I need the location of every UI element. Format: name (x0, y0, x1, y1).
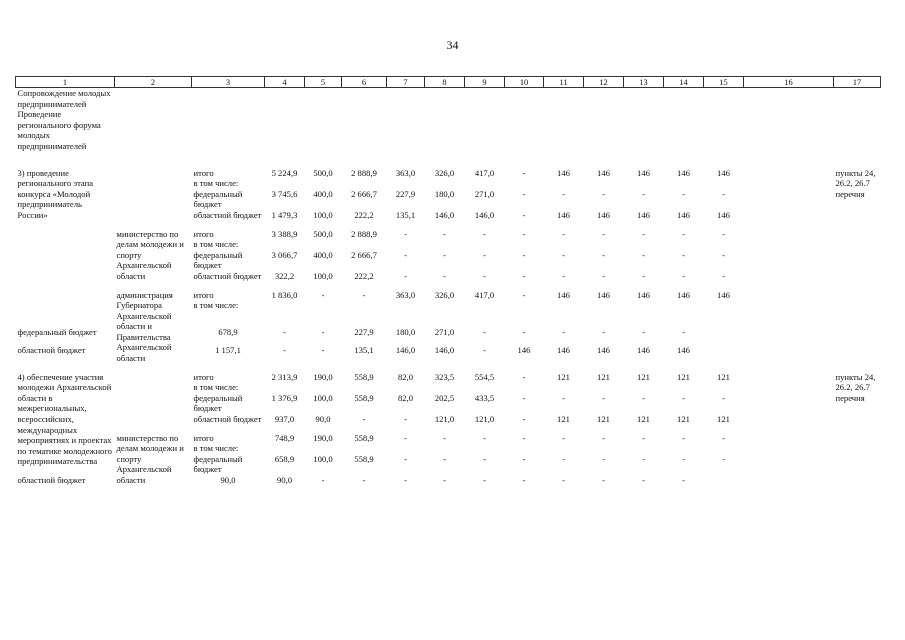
funding-label: областной бюджет (193, 209, 262, 220)
funding-source (16, 327, 115, 346)
value-cell-col-12: - (602, 270, 605, 281)
value-cell-col-9: 121,0 (474, 414, 495, 425)
value-cell-col-9: 554,5 (474, 371, 495, 382)
value-cell-col-12: - (602, 392, 605, 403)
value-cell-col-6: 2 666,7 (351, 188, 377, 199)
value-cell-col-16 (744, 454, 834, 475)
value-cell-col-14: - (682, 228, 685, 239)
value-cell-col-12: 121 (597, 371, 610, 382)
funding-source (192, 210, 265, 221)
column-number-3: 3 (192, 77, 265, 88)
value-cell-col-4: 3 745,6 (271, 188, 298, 199)
column-number-header (16, 77, 881, 88)
value-cell-col-4: 937,0 (274, 414, 295, 425)
value-cell-col-16 (744, 229, 834, 250)
value-cell-col-10: - (522, 270, 526, 281)
value-cell-col-12: - (602, 188, 605, 199)
value-cell-col-14: - (682, 188, 685, 199)
value-cell-col-12: - (602, 432, 605, 443)
funding-source (192, 433, 265, 454)
executor-name: министерство по делам молодежи и спорту Архангельской области (116, 432, 184, 485)
value-cell-col-5: 400,0 (313, 188, 333, 199)
value-cell-col-14: - (682, 270, 685, 281)
value-cell-col-16 (744, 168, 834, 189)
value-cell-col-10: - (522, 371, 526, 382)
column-number-4: 4 (265, 77, 305, 88)
value-cell-col-5: 400,0 (313, 249, 333, 260)
value-cell-col-12: - (602, 249, 605, 260)
value-cell-col-15: 121 (717, 371, 730, 382)
value-cell-col-10: - (522, 167, 526, 178)
value-cell-col-7: - (404, 432, 407, 443)
value-cell-col-9: 417,0 (474, 289, 495, 300)
value-cell-col-8: 326,0 (434, 289, 455, 300)
funding-label: федеральный бюджет (193, 188, 243, 210)
value-cell-col-6: - (362, 289, 366, 300)
executor-name: министерство по делам молодежи и спорту Архангельской области (116, 228, 184, 281)
value-cell-col-4: 1 157,1 (215, 345, 241, 356)
value-cell-col-14: 146 (637, 345, 650, 356)
value-cell-col-15: - (722, 270, 725, 281)
value-cell-col-7: - (404, 414, 407, 425)
intro-row (16, 88, 881, 152)
value-cell-col-7: 363,0 (395, 167, 416, 178)
spacer-row (16, 152, 881, 160)
column-number-13: 13 (624, 77, 664, 88)
value-cell-col-4: 322,2 (274, 270, 295, 281)
value-cell-col-7: 227,9 (354, 326, 374, 337)
value-cell-col-13: - (642, 453, 645, 464)
value-cell-col-12: - (602, 228, 605, 239)
column-number-10: 10 (505, 77, 544, 88)
value-cell-col-8: - (443, 432, 446, 443)
value-cell-col-16 (744, 414, 834, 425)
column-number-12: 12 (584, 77, 624, 88)
value-cell-col-16 (744, 271, 834, 282)
spacer-row (16, 364, 881, 372)
value-cell-col-15: - (722, 188, 725, 199)
value-cell-col-8: - (443, 270, 446, 281)
reference-items: пункты 24, 26.2, 26.7 перечня (835, 167, 876, 199)
funding-source (192, 414, 265, 425)
reference-items: пункты 24, 26.2, 26.7 перечня (835, 371, 876, 403)
value-cell-col-12: - (602, 453, 605, 464)
value-cell-col-14: 146 (677, 167, 690, 178)
funding-label: итого (193, 432, 214, 443)
value-cell-col-13: - (642, 249, 645, 260)
value-cell-col-4: 1 376,9 (271, 392, 298, 403)
value-cell-col-10: - (522, 188, 526, 199)
funding-sublabel: в том числе: (193, 178, 239, 189)
value-cell-col-16 (744, 393, 834, 414)
value-cell-col-6: - (321, 326, 325, 337)
value-cell-col-5: 190,0 (313, 432, 333, 443)
value-cell-col-8: 326,0 (434, 167, 455, 178)
value-cell-col-10: - (522, 228, 526, 239)
executor-name (115, 168, 192, 221)
value-cell-col-5: 100,0 (313, 270, 333, 281)
value-cell-col-4: 658,9 (274, 453, 295, 464)
value-cell-col-14: 146 (677, 209, 690, 220)
intro-text: Сопровождение молодых предпринимателей Проведение регионального форума молодых предпринимателей (17, 88, 111, 151)
table-row (16, 433, 881, 454)
spacer-row (16, 486, 881, 494)
value-cell-col-6: - (321, 345, 325, 356)
value-cell-col-6: 558,9 (354, 453, 374, 464)
value-cell-col-9: - (483, 228, 486, 239)
value-cell-col-5: 100,0 (313, 209, 333, 220)
funding-label: федеральный бюджет (17, 326, 97, 337)
value-cell-col-8: 180,0 (395, 326, 416, 337)
funding-label: областной бюджет (193, 414, 262, 425)
value-cell-col-11: 146 (557, 167, 570, 178)
value-cell-col-15: - (682, 475, 685, 485)
value-cell-col-10: - (522, 289, 526, 300)
value-cell-col-7: 135,1 (354, 345, 374, 356)
value-cell-col-16 (744, 189, 834, 210)
page-number: 34 (446, 38, 459, 52)
value-cell-col-15: - (682, 326, 685, 337)
funding-source (16, 345, 115, 364)
funding-label: итого (193, 167, 214, 178)
spacer-row (16, 160, 881, 168)
value-cell-col-15: 146 (677, 345, 690, 356)
column-number-2: 2 (115, 77, 192, 88)
value-cell-col-12: 146 (557, 345, 570, 356)
funding-sublabel: в том числе: (193, 443, 239, 454)
spacer-row (16, 282, 881, 290)
executor-name: администрация Губернатора Архангельской области и Правительства Архангельской области (116, 289, 173, 364)
value-cell-col-9: 271,0 (474, 188, 495, 199)
value-cell-col-5: - (321, 289, 325, 300)
value-cell-col-15: - (722, 228, 725, 239)
spacer-row (16, 425, 881, 433)
funding-sublabel: в том числе: (193, 239, 239, 250)
value-cell-col-9: - (483, 249, 486, 260)
value-cell-col-9: - (483, 270, 486, 281)
value-cell-col-6: 2 888,9 (351, 167, 377, 178)
column-number-7: 7 (387, 77, 425, 88)
value-cell-col-8: 202,5 (434, 392, 455, 403)
value-cell-col-11: - (562, 228, 565, 239)
value-cell-col-12: 121 (597, 414, 610, 425)
value-cell-col-11: - (562, 188, 565, 199)
value-cell-col-9: 146,0 (474, 209, 495, 220)
spacer-row (16, 221, 881, 229)
table-row (16, 229, 881, 250)
value-cell-col-8: - (443, 453, 446, 464)
value-cell-col-13: - (642, 188, 645, 199)
funding-label: итого (193, 228, 214, 239)
value-cell-col-16 (744, 372, 834, 393)
value-cell-col-7: - (404, 249, 407, 260)
program-table (15, 76, 881, 494)
value-cell-col-4: 3 388,9 (271, 228, 298, 239)
value-cell-col-15: 146 (717, 289, 730, 300)
value-cell-col-5: 500,0 (313, 167, 333, 178)
value-cell-col-5: 100,0 (313, 392, 333, 403)
value-cell-col-9: 417,0 (474, 167, 495, 178)
value-cell-col-16 (704, 327, 744, 346)
value-cell-col-10: - (483, 345, 486, 356)
value-cell-col-11: - (562, 249, 565, 260)
table-row (16, 290, 881, 327)
value-cell-col-8: 146,0 (434, 209, 455, 220)
funding-label: областной бюджет (17, 475, 86, 485)
value-cell-col-7: - (404, 228, 407, 239)
value-cell-col-15: - (722, 392, 725, 403)
value-cell-col-6: 558,9 (354, 392, 374, 403)
value-cell-col-6: 222,2 (354, 209, 374, 220)
value-cell-col-6: 2 666,7 (351, 249, 377, 260)
value-cell-col-15: - (722, 453, 725, 464)
value-cell-col-9: - (483, 453, 486, 464)
value-cell-col-11: 146 (557, 289, 570, 300)
value-cell-col-12: 146 (597, 167, 610, 178)
column-number-11: 11 (544, 77, 584, 88)
value-cell-col-5: 100,0 (313, 453, 333, 464)
value-cell-col-10: - (483, 475, 486, 485)
value-cell-col-13: 146 (637, 167, 650, 178)
funding-source (192, 250, 265, 271)
column-number-1: 1 (16, 77, 115, 88)
value-cell-col-14: - (682, 249, 685, 260)
value-cell-col-12: - (562, 475, 565, 485)
value-cell-col-15: 121 (717, 414, 730, 425)
funding-label: федеральный бюджет (193, 249, 243, 271)
value-cell-col-7: 82,0 (397, 392, 414, 403)
value-cell-col-16 (744, 210, 834, 221)
column-number-16: 16 (744, 77, 834, 88)
funding-sublabel: в том числе: (193, 382, 239, 393)
value-cell-col-9: 433,5 (474, 392, 495, 403)
value-cell-col-11: 121 (557, 414, 570, 425)
value-cell-col-5: 500,0 (313, 228, 333, 239)
value-cell-col-4: 5 224,9 (271, 167, 298, 178)
value-cell-col-6: 222,2 (354, 270, 374, 281)
value-cell-col-12: 146 (597, 209, 610, 220)
value-cell-col-6: - (321, 475, 325, 485)
value-cell-col-14: 121 (677, 371, 690, 382)
funding-source (192, 189, 265, 210)
value-cell-col-14: - (642, 326, 645, 337)
funding-label: федеральный бюджет (193, 392, 243, 414)
value-cell-col-14: 121 (677, 414, 690, 425)
funding-label: итого (193, 289, 214, 300)
value-cell-col-9: - (443, 475, 446, 485)
value-cell-col-4: 2 313,9 (271, 371, 298, 382)
value-cell-col-4: 90,0 (220, 475, 236, 485)
value-cell-col-4: 678,9 (218, 326, 238, 337)
column-number-14: 14 (664, 77, 704, 88)
value-cell-col-8: - (443, 249, 446, 260)
value-cell-col-4: 3 066,7 (271, 249, 298, 260)
value-cell-col-7: 227,9 (395, 188, 416, 199)
value-cell-col-13: 121 (637, 414, 650, 425)
funding-source (192, 229, 265, 250)
value-cell-col-10: - (522, 453, 526, 464)
value-cell-col-4: 1 836,0 (271, 289, 298, 300)
activity-name: 3) проведение регионального этапа конкурса «Молодой предприниматель России» (17, 167, 94, 220)
table-row (16, 372, 881, 393)
value-cell-col-4: 748,9 (274, 432, 295, 443)
value-cell-col-10: - (522, 249, 526, 260)
funding-source (192, 168, 265, 189)
value-cell-col-6: 558,9 (354, 371, 374, 382)
value-cell-col-7: - (404, 453, 407, 464)
value-cell-col-15: 146 (717, 209, 730, 220)
value-cell-col-5: 190,0 (313, 371, 333, 382)
funding-source (16, 475, 115, 486)
value-cell-col-14: - (682, 453, 685, 464)
value-cell-col-5: - (283, 345, 286, 356)
funding-source (192, 290, 265, 327)
value-cell-col-8: 180,0 (434, 188, 455, 199)
value-cell-col-11: 146 (557, 209, 570, 220)
value-cell-col-10: - (522, 414, 526, 425)
value-cell-col-14: - (682, 432, 685, 443)
value-cell-col-8: 146,0 (395, 345, 416, 356)
executor-name (115, 372, 192, 425)
funding-source (192, 393, 265, 414)
funding-source (192, 271, 265, 282)
value-cell-col-7: - (404, 270, 407, 281)
funding-sublabel: в том числе: (193, 300, 239, 311)
value-cell-col-11: - (562, 392, 565, 403)
value-cell-col-5: 90,0 (315, 414, 331, 425)
value-cell-col-9: - (483, 432, 486, 443)
value-cell-col-9: 146,0 (434, 345, 455, 356)
column-number-6: 6 (342, 77, 387, 88)
value-cell-col-8: - (443, 228, 446, 239)
value-cell-col-7: - (362, 475, 366, 485)
value-cell-col-15: - (722, 432, 725, 443)
value-cell-col-16 (744, 290, 834, 327)
value-cell-col-13: 121 (637, 371, 650, 382)
value-cell-col-14: 146 (677, 289, 690, 300)
value-cell-col-5: 90,0 (276, 475, 293, 485)
value-cell-col-11: - (562, 270, 565, 281)
value-cell-col-7: 82,0 (397, 371, 414, 382)
column-number-9: 9 (465, 77, 505, 88)
value-cell-col-16 (744, 433, 834, 454)
value-cell-col-13: - (642, 270, 645, 281)
value-cell-col-6: 2 888,9 (351, 228, 377, 239)
value-cell-col-8: 121,0 (434, 414, 455, 425)
value-cell-col-5: - (283, 326, 286, 337)
value-cell-col-13: - (602, 475, 605, 485)
column-number-5: 5 (305, 77, 342, 88)
value-cell-col-10: - (522, 392, 526, 403)
value-cell-col-11: 146 (517, 345, 531, 356)
value-cell-col-13: 146 (637, 289, 650, 300)
value-cell-col-15: 146 (717, 167, 730, 178)
value-cell-col-15: - (722, 249, 725, 260)
value-cell-col-11: 121 (557, 371, 570, 382)
value-cell-col-4: 1 479,3 (271, 209, 298, 220)
value-cell-col-6: 558,9 (354, 432, 374, 443)
funding-label: федеральный бюджет (193, 453, 243, 475)
funding-label: областной бюджет (17, 345, 86, 356)
value-cell-col-13: - (602, 326, 605, 337)
funding-label: итого (193, 371, 214, 382)
funding-source (192, 454, 265, 475)
column-number-17: 17 (834, 77, 881, 88)
value-cell-col-16 (704, 475, 744, 486)
value-cell-col-13: - (642, 228, 645, 239)
column-number-15: 15 (704, 77, 744, 88)
funding-source (192, 372, 265, 393)
value-cell-col-12: - (562, 326, 565, 337)
value-cell-col-16 (704, 345, 744, 364)
value-cell-col-10: - (522, 209, 526, 220)
value-cell-col-13: - (642, 392, 645, 403)
value-cell-col-10: - (522, 432, 526, 443)
value-cell-col-8: - (404, 475, 407, 485)
value-cell-col-8: 323,5 (434, 371, 455, 382)
value-cell-col-12: 146 (597, 289, 610, 300)
activity-name: 4) обеспечение участия молодежи Архангельской области в межрегиональных, всероссийских, международных мероприятиях и проектах по тематике молодежного предпринимательства (17, 371, 112, 467)
value-cell-col-11: - (562, 432, 565, 443)
value-cell-col-11: - (562, 453, 565, 464)
value-cell-col-9: 271,0 (434, 326, 455, 337)
funding-label: областной бюджет (193, 270, 262, 281)
value-cell-col-7: 135,1 (395, 209, 416, 220)
value-cell-col-16 (744, 250, 834, 271)
value-cell-col-11: - (522, 475, 526, 485)
value-cell-col-11: - (522, 326, 526, 337)
value-cell-col-7: 363,0 (395, 289, 416, 300)
value-cell-col-14: - (642, 475, 645, 485)
value-cell-col-6: - (362, 414, 366, 425)
value-cell-col-14: - (682, 392, 685, 403)
value-cell-col-10: - (483, 326, 486, 337)
table-row (16, 168, 881, 189)
value-cell-col-13: 146 (597, 345, 610, 356)
value-cell-col-13: - (642, 432, 645, 443)
value-cell-col-13: 146 (637, 209, 650, 220)
column-number-8: 8 (425, 77, 465, 88)
